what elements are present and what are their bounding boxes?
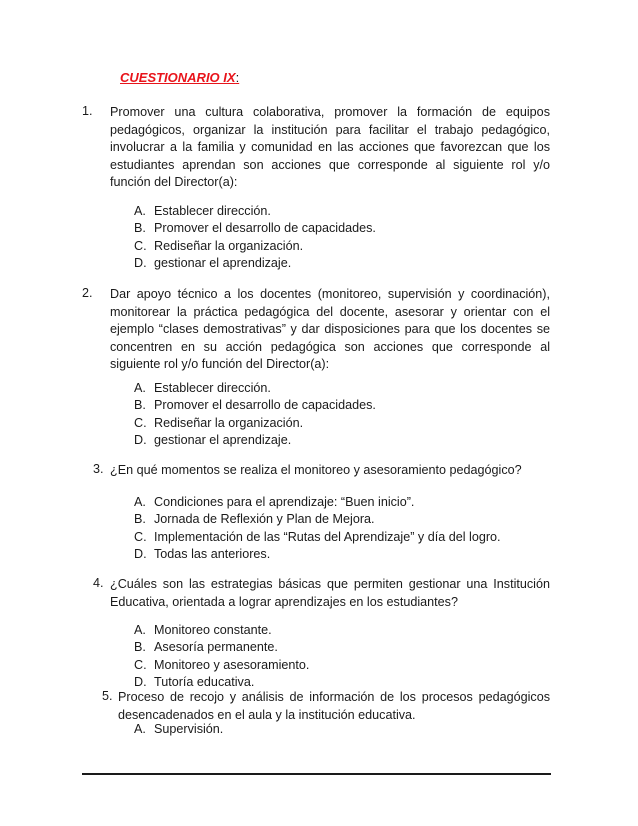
option-d: D. gestionar el aprendizaje. [134,256,292,271]
option-a: A. Monitoreo constante. [134,623,272,637]
option-d: D. Tutoría educativa. [134,675,255,690]
option-b: B. Asesoría permanente. [134,640,278,655]
document-title [120,70,239,85]
option-b: B. Jornada de Reflexión y Plan de Mejora. [134,512,375,527]
option-a: A. Establecer dirección. [134,381,271,395]
question-text: Dar apoyo técnico a los docentes (monitoreo, supervisión y coordinación), monitorear la práctica pedagógica del docente, asesorar y orientar con el ejemplo “clases demostrativas” y dar disposiciones para que los docentes se concentren en su acción pedagógica son acciones que corresponde al siguiente rol y/o función del Director(a): [110,287,550,371]
option-a: A. Supervisión. [134,722,224,736]
question-number: 4. [93,576,104,590]
option-c: C. Implementación de las “Rutas del Aprendizaje” y día del logro. [134,529,501,544]
question-number: 5. [102,689,113,703]
options-list [134,380,376,450]
options-list [134,622,309,692]
question-number: 1. [82,104,93,118]
option-a: A. Condiciones para el aprendizaje: “Buen inicio”. [134,495,415,509]
question-text: ¿En qué momentos se realiza el monitoreo y asesoramiento pedagógico? [110,463,522,477]
question-text: ¿Cuáles son las estrategias básicas que permiten gestionar una Institución Educativa, orientada a lograr aprendizajes en los estudiantes? [110,577,550,609]
option-a: A. Establecer dirección. [134,204,271,218]
option-b: B. Promover el desarrollo de capacidades. [134,221,376,236]
title-text: CUESTIONARIO IX [120,70,236,85]
option-c: C. Rediseñar la organización. [134,238,304,253]
options-list [134,721,223,738]
footer-rule [82,773,551,775]
question-number: 2. [82,286,93,300]
title-colon: : [235,70,240,85]
question-text: Promover una cultura colaborativa, promover la formación de equipos pedagógicos, organizar la institución para facilitar el trabajo pedagógico, involucrar a la familia y comunidad en las acciones que favorezcan que los estudiantes aprendan son acciones que corresponde al siguiente rol y/o función del Director(a): [110,105,550,189]
question-number: 3. [93,462,104,476]
options-list [134,203,376,273]
option-c: C. Rediseñar la organización. [134,415,304,430]
option-d: D. gestionar el aprendizaje. [134,433,292,448]
options-list [134,494,501,564]
option-b: B. Promover el desarrollo de capacidades. [134,398,376,413]
question-text: Proceso de recojo y análisis de información de los procesos pedagógicos desencadenados en el aula y la institución educativa. [118,690,550,722]
option-c: C. Monitoreo y asesoramiento. [134,657,310,672]
option-d: D. Todas las anteriores. [134,547,271,562]
